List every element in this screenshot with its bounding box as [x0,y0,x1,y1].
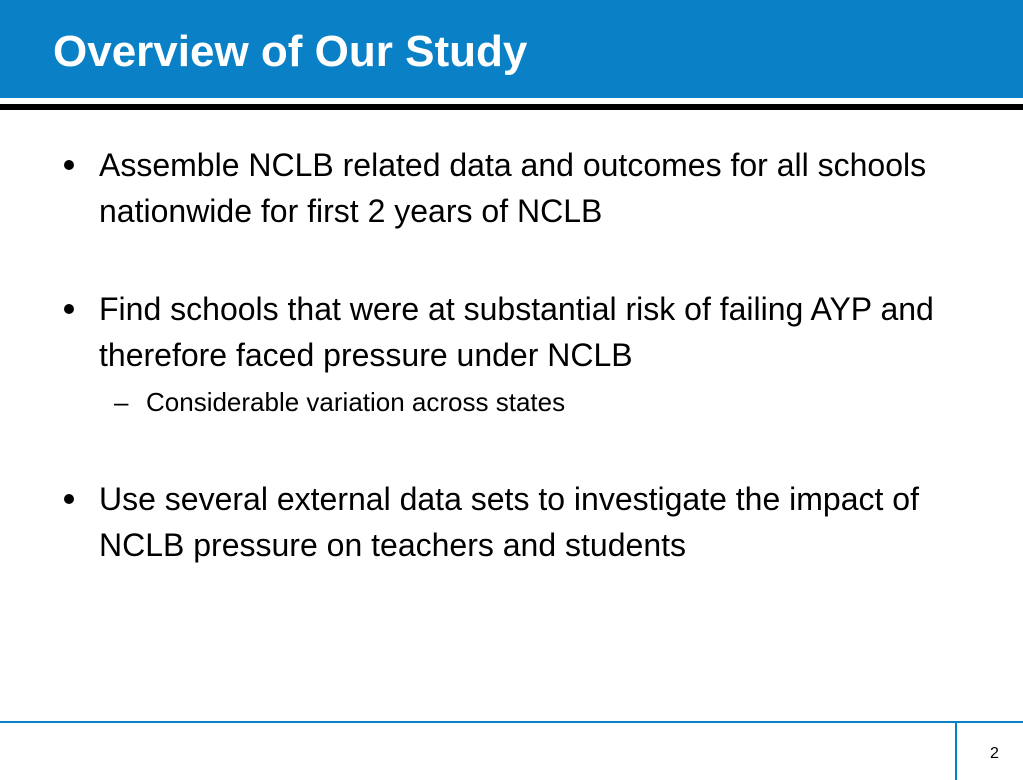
page-number: 2 [990,745,999,762]
bullet-text: Assemble NCLB related data and outcomes for all schools nationwide for first 2 years of NCLB [99,147,927,229]
bullet-dot-icon [64,304,74,314]
bullet-dot-icon [64,494,74,504]
footer-divider [955,723,957,780]
bullet-text: Find schools that were at substantial risk of failing AYP and therefore faced pressure under NCLB [99,291,934,373]
bullet-text: Use several external data sets to investigate the impact of NCLB pressure on teachers and students [99,481,919,563]
title-divider-rule [0,104,1023,110]
slide-title: Overview of Our Study [53,27,528,76]
sub-bullet-dash-marker: – [114,387,129,417]
sub-bullet-item [114,382,914,422]
footer-rule [0,721,1023,723]
sub-bullet-text: Considerable variation across states [146,387,566,417]
bullet-dot-icon [64,160,74,170]
